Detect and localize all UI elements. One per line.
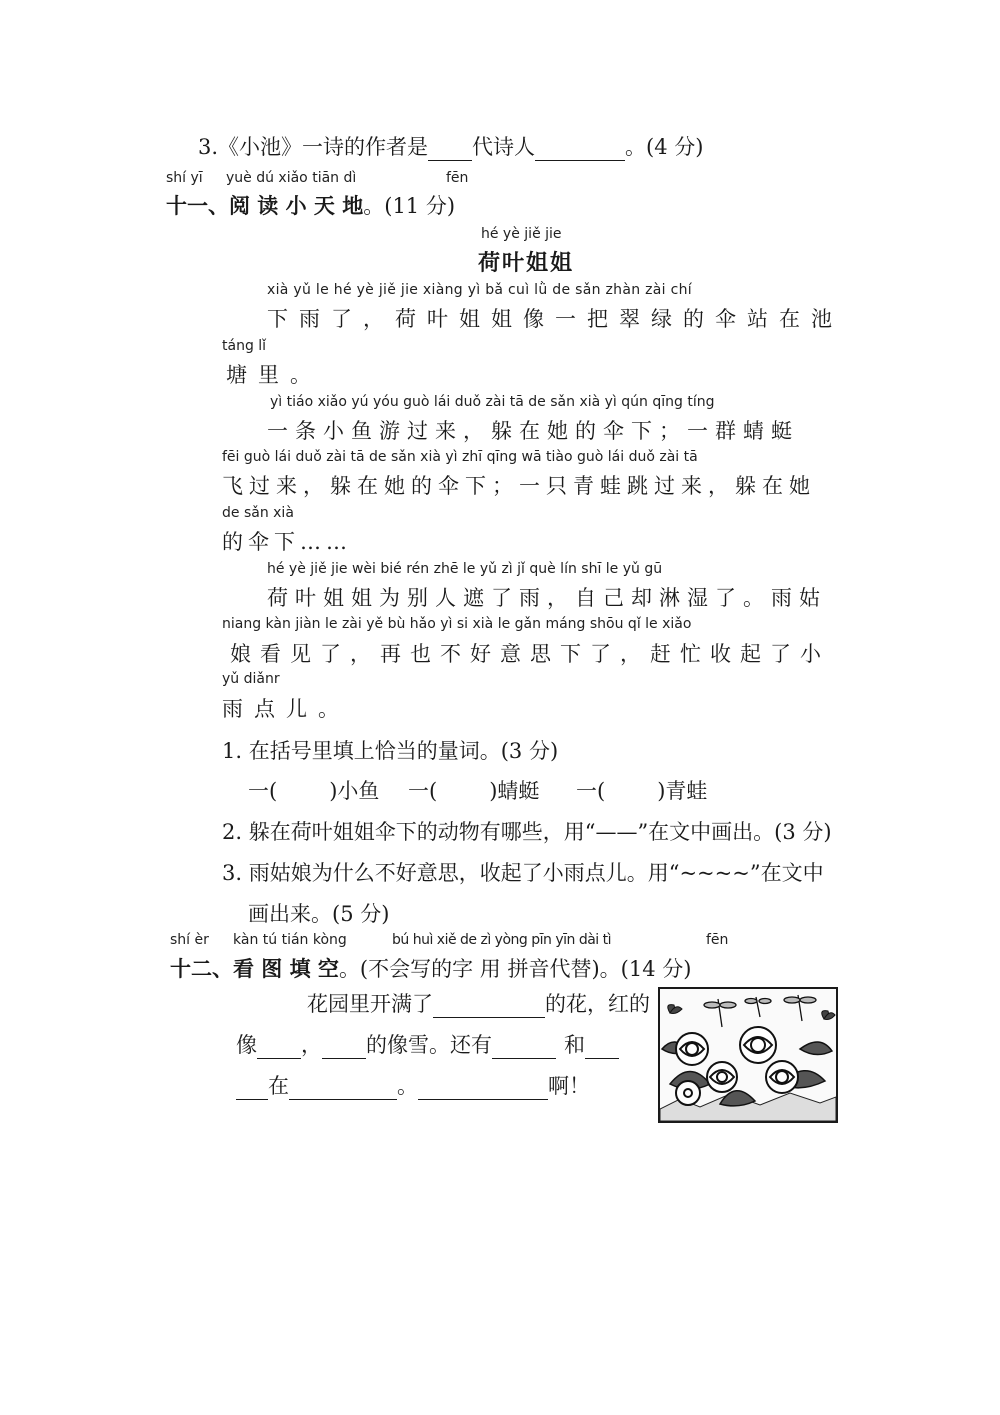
question-3-cont: 画出来。(5 分) [248, 902, 390, 926]
flowers-dragonflies-illustration [658, 987, 838, 1123]
q3-line [198, 131, 703, 161]
sec12-l3c: 啊！ [548, 1074, 590, 1098]
story-line-3: 一条小鱼游过来，躲在她的伞下；一群蜻蜓 [267, 419, 799, 443]
sec12-pinyin-2: kàn tú tián kòng [233, 932, 347, 948]
blank-5[interactable] [585, 1038, 619, 1059]
q3-text-a: 3.《小池》一诗的作者是 [198, 135, 429, 159]
blank-1[interactable] [433, 997, 545, 1018]
story-line-4: 飞过来，躲在她的伞下；一只青蛙跳过来，躲在她 [222, 474, 816, 498]
q3-text-c: 。(4 分) [625, 135, 704, 159]
fill-fish-post: )小鱼 [329, 779, 380, 803]
story-line-1: 下雨了，荷叶姐姐像一把翠绿的伞站在池 [267, 307, 843, 331]
fill-dragonfly[interactable] [408, 775, 576, 805]
story-pinyin-2: táng lǐ [222, 338, 267, 354]
story-line-5: 的伞下…… [222, 530, 352, 554]
sec11-title: 十一、阅 读 小 天 地 [166, 193, 364, 218]
question-3: 3. 雨姑娘为什么不好意思，收起了小雨点儿。用“~~~~”在文中 [222, 861, 824, 885]
sec11-score: 。(11 分) [363, 194, 456, 218]
sec12-line-3 [236, 1070, 590, 1100]
story-title: 荷叶姐姐 [478, 250, 575, 276]
question-1: 1. 在括号里填上恰当的量词。(3 分) [222, 739, 559, 763]
story-pinyin-6: hé yè jiě jie wèi bié rén zhē le yǔ zì jǐ què lín shī le yǔ gū [267, 561, 663, 577]
fill-dragonfly-post: )蜻蜓 [489, 779, 540, 803]
story-pinyin-5: de sǎn xià [222, 505, 294, 521]
story-pinyin-4: fēi guò lái duǒ zài tā de sǎn xià yì zhī qīng wā tiào guò lái duǒ zài tā [222, 449, 698, 465]
story-pinyin-3: yì tiáo xiǎo yú yóu guò lái duǒ zài tā de sǎn xià yì qún qīng tíng [270, 394, 715, 410]
story-line-8: 雨点儿。 [222, 697, 350, 721]
blank-7[interactable] [289, 1079, 397, 1100]
sec12-heading [170, 953, 691, 983]
fill-frog[interactable] [576, 775, 707, 805]
blank-4[interactable] [492, 1038, 556, 1059]
q3-blank-poet[interactable] [535, 140, 625, 161]
sec12-l3a: 在 [268, 1074, 289, 1098]
sec11-pinyin-3: fēn [446, 170, 469, 186]
sec12-score: 。(不会写的字 用 拼音代替)。(14 分) [338, 957, 692, 981]
story-line-2: 塘里。 [226, 363, 322, 387]
sec12-pinyin-3: bú huì xiě de zì yòng pīn yīn dài tì [392, 932, 612, 948]
sec12-l2d: 和 [564, 1033, 585, 1057]
fill-fish-pre: 一( [248, 779, 278, 803]
sec11-pinyin-2: yuè dú xiǎo tiān dì [226, 170, 357, 186]
fill-row [248, 775, 707, 805]
story-pinyin-8: yǔ diǎnr [222, 671, 280, 687]
sec11-pinyin-1: shí yī [166, 170, 203, 186]
blank-2[interactable] [257, 1038, 301, 1059]
sec12-l3b: 。 [397, 1074, 418, 1098]
story-pinyin-7: niang kàn jiàn le zài yě bù hǎo yì si xià le gǎn máng shōu qǐ le xiǎo [222, 616, 692, 632]
fill-fish[interactable] [248, 775, 408, 805]
q3-text-b: 代诗人 [472, 135, 536, 159]
fill-frog-pre: 一( [576, 779, 606, 803]
blank-6[interactable] [236, 1079, 268, 1100]
q3-blank-dynasty[interactable] [428, 140, 472, 161]
sec12-pinyin-1: shí èr [170, 932, 209, 948]
sec11-heading [166, 190, 455, 220]
sec12-l1a: 花园里开满了 [307, 992, 433, 1016]
story-line-6: 荷叶姐姐为别人遮了雨，自己却淋湿了。雨姑 [267, 586, 827, 610]
sec12-l2c: 的像雪。还有 [366, 1033, 492, 1057]
story-title-pinyin: hé yè jiě jie [481, 226, 562, 242]
fill-dragonfly-pre: 一( [408, 779, 438, 803]
sec12-l2b: ， [301, 1033, 322, 1057]
sec12-l2a: 像 [236, 1033, 257, 1057]
fill-frog-post: )青蛙 [657, 779, 708, 803]
blank-3[interactable] [322, 1038, 366, 1059]
flowers-dragonflies-icon [660, 989, 836, 1121]
sec12-line-2 [236, 1029, 619, 1059]
sec12-l1b: 的花，红的 [545, 992, 650, 1016]
question-2: 2. 躲在荷叶姐姐伞下的动物有哪些，用“——”在文中画出。(3 分) [222, 820, 832, 844]
sec12-line-1 [307, 988, 650, 1018]
story-pinyin-1: xià yǔ le hé yè jiě jie xiàng yì bǎ cuì lǜ de sǎn zhàn zài chí [267, 282, 692, 298]
blank-8[interactable] [418, 1079, 548, 1100]
story-line-7: 娘看见了，再也不好意思下了，赶忙收起了小 [230, 642, 830, 666]
sec12-title: 十二、看 图 填 空 [170, 956, 339, 981]
sec12-pinyin-4: fēn [706, 932, 729, 948]
